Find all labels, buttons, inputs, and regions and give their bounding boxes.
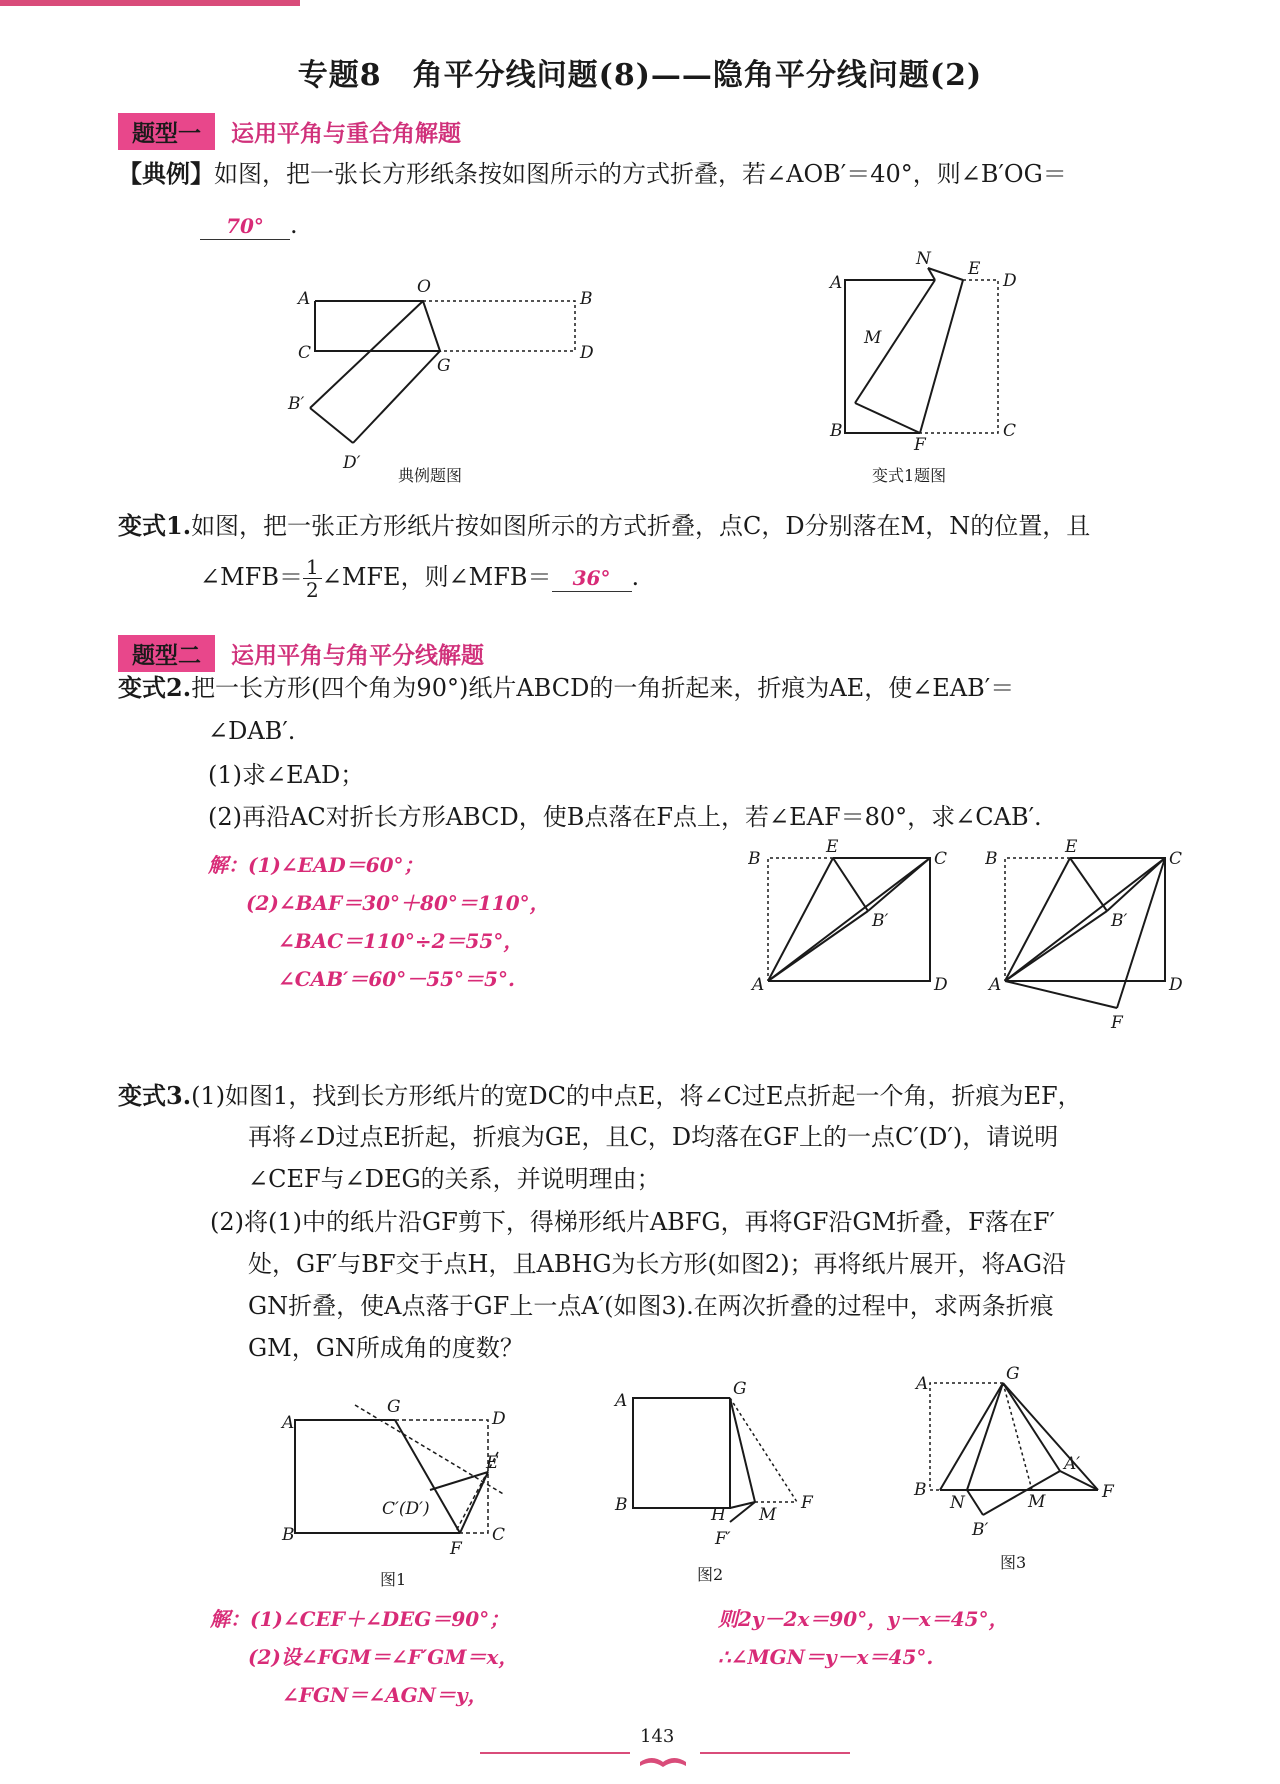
section-title: 运用平角与重合角解题 [231,120,461,147]
label-G: G [1006,1365,1020,1384]
footer-line-right [700,1752,850,1754]
label-F: F [1102,1482,1114,1502]
variant2-text: 把一长方形(四个角为90°)纸片ABCD的一角折起来，折痕为AE，使∠EAB′＝ [191,674,1015,702]
section-tag: 题型二 [118,635,215,672]
section-tag: 题型一 [118,113,215,150]
label-B: B [985,849,998,869]
variant3-solution-left [210,1600,518,1714]
label-B-prime: B′ [288,394,305,414]
solution-line: (2)设∠FGM＝∠F′GM＝x， [248,1645,519,1669]
example-text: 如图，把一张长方形纸条按如图所示的方式折叠，若∠AOB′＝40°，则∠B′OG＝ [214,160,1067,188]
solution-line: 解：(1)∠CEF＋∠DEG＝90°； [210,1607,510,1631]
text-pre: ∠MFB＝ [200,563,303,591]
variant3-line: ∠CEF与∠DEG的关系，并说明理由； [248,1165,661,1193]
label-E: E [486,1453,499,1473]
example-answer: 70° [200,213,290,240]
label-F: F [914,435,926,455]
edge-d1g [353,351,440,443]
label-M: M [864,328,882,348]
label-F: F [450,1539,462,1559]
variant3-figure-1 [270,1390,520,1590]
variant3-solution-right [718,1600,1009,1676]
variant3-line: (2)将(1)中的纸片沿GF剪下，得梯形纸片ABFG，再将GF沿GM折叠，F落在F′ [210,1208,1055,1236]
dotted-original [423,301,575,351]
variant2-q2: (2)再沿AC对折长方形ABCD，使B点落在F点上，若∠EAF＝80°，求∠CAB′. [208,803,1042,831]
variant3-line1 [118,1080,1082,1112]
variant1-line1 [118,510,1090,542]
text-mid: ∠MFE，则∠MFB＝ [321,563,552,591]
figure-caption: 图2 [697,1565,724,1584]
variant3-figure-3 [910,1365,1130,1575]
variant-label: 变式3. [118,1081,192,1110]
label-C-prime-D-prime: C′(D′) [382,1499,430,1519]
solution-line: ∴∠MGN＝y－x＝45°. [718,1645,934,1669]
section-header-2 [118,635,484,672]
variant-label: 变式2. [118,673,192,702]
label-B: B [830,421,843,441]
label-G: G [733,1379,747,1399]
label-G: G [387,1397,401,1417]
label-D: D [580,343,594,363]
label-A: A [752,975,765,995]
variant1-figure [820,238,1060,488]
variant1-answer: 36° [552,565,632,592]
variant2-line1 [118,672,1014,704]
label-M: M [759,1505,777,1525]
label-A: A [282,1413,295,1433]
fold-line-ob [310,301,423,408]
solution-line: ∠FGN＝∠AGN＝y， [282,1683,488,1707]
example-answer-line [200,210,298,241]
figure-caption: 图3 [1000,1553,1027,1572]
top-decoration-bar [0,0,300,6]
label-A: A [615,1391,628,1411]
variant2-solution [208,846,550,998]
label-C: C [298,343,312,363]
label-B: B [282,1525,295,1545]
label-E: E [1065,838,1078,857]
label-A: A [916,1374,929,1394]
label-G: G [437,356,451,376]
solution-line: ∠CAB′＝60°－55°＝5°. [278,967,515,991]
label-C: C [492,1525,506,1545]
label-O: O [417,277,431,297]
example-question [118,158,1067,190]
frac-num: 1 [303,556,322,579]
figure-caption: 图1 [380,1570,407,1589]
frac-den: 2 [305,578,319,602]
solution-line: 解：(1)∠EAD＝60°； [208,853,424,877]
solution-line: (2)∠BAF＝30°＋80°＝110°， [246,891,550,915]
edge-b1d1 [310,408,353,443]
variant3-text: (1)如图1，找到长方形纸片的宽DC的中点E，将∠C过E点折起一个角，折痕为EF， [191,1082,1082,1110]
variant2-line2: ∠DAB′. [208,717,296,745]
label-B-prime: B′ [1111,911,1128,931]
label-N: N [950,1493,965,1513]
label-F: F [801,1493,813,1513]
page-number: 143 [640,1726,675,1747]
label-D: D [1169,975,1183,995]
label-C: C [1003,421,1017,441]
label-H: H [711,1505,726,1525]
example-figure [280,268,630,498]
label-B: B [748,849,761,869]
label-M: M [1028,1492,1046,1512]
section-title: 运用平角与角平分线解题 [231,642,484,669]
label-C: C [1169,849,1183,869]
label-B: B [914,1480,927,1500]
label-D: D [1003,271,1017,291]
figure-caption: 典例题图 [398,466,463,485]
footer-line-left [480,1752,630,1754]
label-E: E [968,259,981,279]
label-E: E [826,838,839,857]
variant-label: 变式1. [118,511,192,540]
variant1-text: 如图，把一张正方形纸片按如图所示的方式折叠，点C，D分别落在M，N的位置，且 [191,512,1091,540]
variant3-line: GN折叠，使A点落于GF上一点A′(如图3).在两次折叠的过程中，求两条折痕 [248,1292,1054,1320]
variant3-line: 处，GF′与BF交于点H，且ABHG为长方形(如图2)；再将纸片展开，将AG沿 [248,1250,1067,1278]
variant3-figure-2 [605,1370,835,1590]
fraction-half [303,556,322,601]
label-B-prime: B′ [972,1520,989,1540]
label-A: A [830,273,843,293]
label-A-prime: A′ [1064,1454,1081,1474]
label-F: F [1111,1013,1123,1033]
section-header-1 [118,113,461,150]
page-title: 专题8 角平分线问题(8)——隐角平分线问题(2) [297,58,983,93]
label-B: B [580,289,593,309]
book-icon [638,1752,688,1770]
label-F-prime: F′ [715,1529,731,1549]
label-D: D [934,975,948,995]
variant2-figure-right [985,838,1205,1038]
figure-caption: 变式1题图 [872,466,947,485]
label-D-prime: D′ [343,453,361,473]
label-D: D [492,1409,506,1429]
variant3-line: GM，GN所成角的度数？ [248,1334,524,1362]
solution-line: 则2y－2x＝90°，y－x＝45°， [718,1607,1009,1631]
variant3-line: 再将∠D过点E折起，折痕为GE，且C，D均落在GF上的一点C′(D′)，请说明 [248,1123,1059,1151]
label-N: N [916,249,931,269]
label-C: C [934,849,948,869]
variant2-q1: (1)求∠EAD； [208,761,365,789]
variant2-figure-left [748,838,958,998]
label-A: A [989,975,1002,995]
period: . [290,211,298,239]
label-B: B [615,1495,628,1515]
label-A: A [298,289,311,309]
solution-line: ∠BAC＝110°÷2＝55°， [278,929,524,953]
variant1-line2 [200,556,639,601]
period: . [631,563,640,591]
label-B-prime: B′ [872,911,889,931]
example-label: 【典例】 [118,159,214,188]
